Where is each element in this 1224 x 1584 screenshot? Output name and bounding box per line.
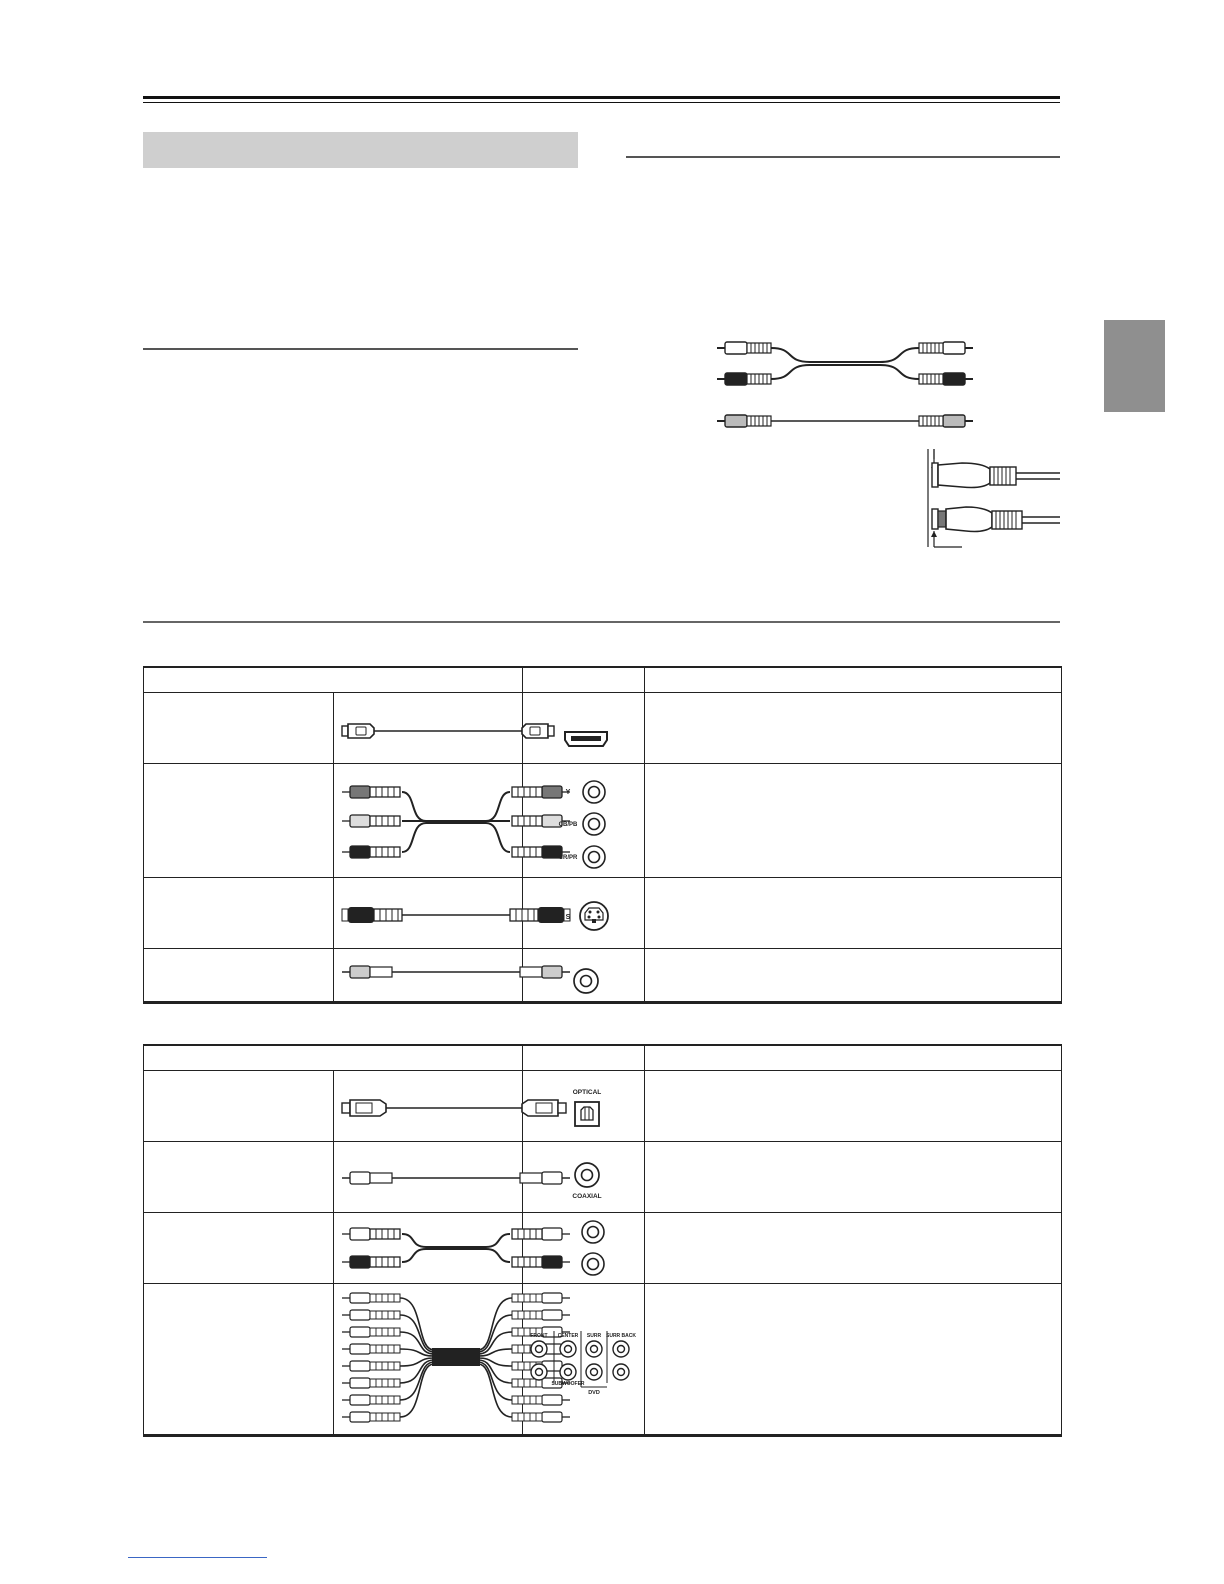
- hdmi-cable-icon: [333, 693, 523, 764]
- multichannel-audio-cable-icon: [333, 1284, 523, 1436]
- table-row: [144, 693, 1062, 764]
- subsection-rule-full: [143, 621, 1060, 623]
- jack-label-coaxial: COAXIAL: [572, 1192, 602, 1200]
- hdmi-jack-icon: [523, 693, 645, 764]
- row-name-cell: [144, 764, 334, 878]
- jack-label-cr: CR/PR: [558, 854, 578, 861]
- row-description-cell: [645, 1213, 1062, 1284]
- jack-label-subwoofer: SUBWOOFER: [551, 1381, 585, 1387]
- row-name-cell: [144, 949, 334, 1003]
- jack-label-surr-back: SURR BACK: [606, 1333, 636, 1339]
- subsection-rule-right: [626, 156, 1060, 158]
- jack-label-front: FRONT: [530, 1333, 548, 1339]
- multichannel-jacks-icon: [523, 1284, 645, 1436]
- jack-label-optical: OPTICAL: [572, 1088, 602, 1096]
- table-row: [144, 764, 1062, 878]
- header-rule-thin: [143, 102, 1060, 103]
- jack-label-dvd: DVD: [588, 1390, 600, 1396]
- s-video-cable-icon: [333, 878, 523, 949]
- table-row: [144, 949, 1062, 1003]
- table-row: [144, 1142, 1062, 1213]
- header-rule: [143, 96, 1060, 99]
- jack-label-y: Y: [565, 788, 571, 796]
- chapter-tab: [1104, 320, 1165, 412]
- header-cell-description: [645, 1045, 1062, 1071]
- section-banner: [143, 132, 578, 168]
- analog-audio-cable-icon: [333, 1213, 523, 1284]
- header-cell-signal: [144, 667, 523, 693]
- header-cell-jack: [523, 667, 645, 693]
- row-description-cell: [645, 1142, 1062, 1213]
- table-row: [144, 1284, 1062, 1436]
- analog-audio-jacks-icon: [523, 1213, 645, 1284]
- header-cell-jack: [523, 1045, 645, 1071]
- table-row: [144, 1213, 1062, 1284]
- table-row: [144, 878, 1062, 949]
- composite-video-jack-icon: [523, 949, 645, 1003]
- row-description-cell: [645, 1071, 1062, 1142]
- coaxial-cable-icon: [333, 1142, 523, 1213]
- table-header-row: [144, 667, 1062, 693]
- jack-label-center: CENTER: [557, 1333, 579, 1339]
- coaxial-jack-icon: [523, 1142, 645, 1213]
- row-name-cell: [144, 1284, 334, 1436]
- component-video-jacks-icon: [523, 764, 645, 878]
- optical-cable-icon: [333, 1071, 523, 1142]
- header-cell-signal: [144, 1045, 523, 1071]
- row-name-cell: [144, 693, 334, 764]
- plug-insertion-illustration: [922, 447, 1062, 555]
- optical-jack-icon: [523, 1071, 645, 1142]
- table-row: [144, 1071, 1062, 1142]
- row-description-cell: [645, 949, 1062, 1003]
- rca-cable-illustration: [715, 335, 975, 435]
- row-name-cell: [144, 1213, 334, 1284]
- row-name-cell: [144, 878, 334, 949]
- component-video-cable-icon: [333, 764, 523, 878]
- row-description-cell: [645, 764, 1062, 878]
- row-name-cell: [144, 1142, 334, 1213]
- footer-link-underline: [128, 1557, 267, 1558]
- table-header-row: [144, 1045, 1062, 1071]
- jack-label-s: S: [565, 913, 571, 921]
- video-connections-table: [143, 666, 1062, 1004]
- row-description-cell: [645, 878, 1062, 949]
- row-description-cell: [645, 1284, 1062, 1436]
- subsection-rule-left: [143, 348, 578, 350]
- header-cell-description: [645, 667, 1062, 693]
- composite-video-cable-icon: [333, 949, 523, 1003]
- jack-label-surr: SURR: [586, 1333, 602, 1339]
- row-description-cell: [645, 693, 1062, 764]
- audio-connections-table: [143, 1044, 1062, 1437]
- row-name-cell: [144, 1071, 334, 1142]
- jack-label-cb: CB/PB: [558, 821, 578, 828]
- s-video-jack-icon: [523, 878, 645, 949]
